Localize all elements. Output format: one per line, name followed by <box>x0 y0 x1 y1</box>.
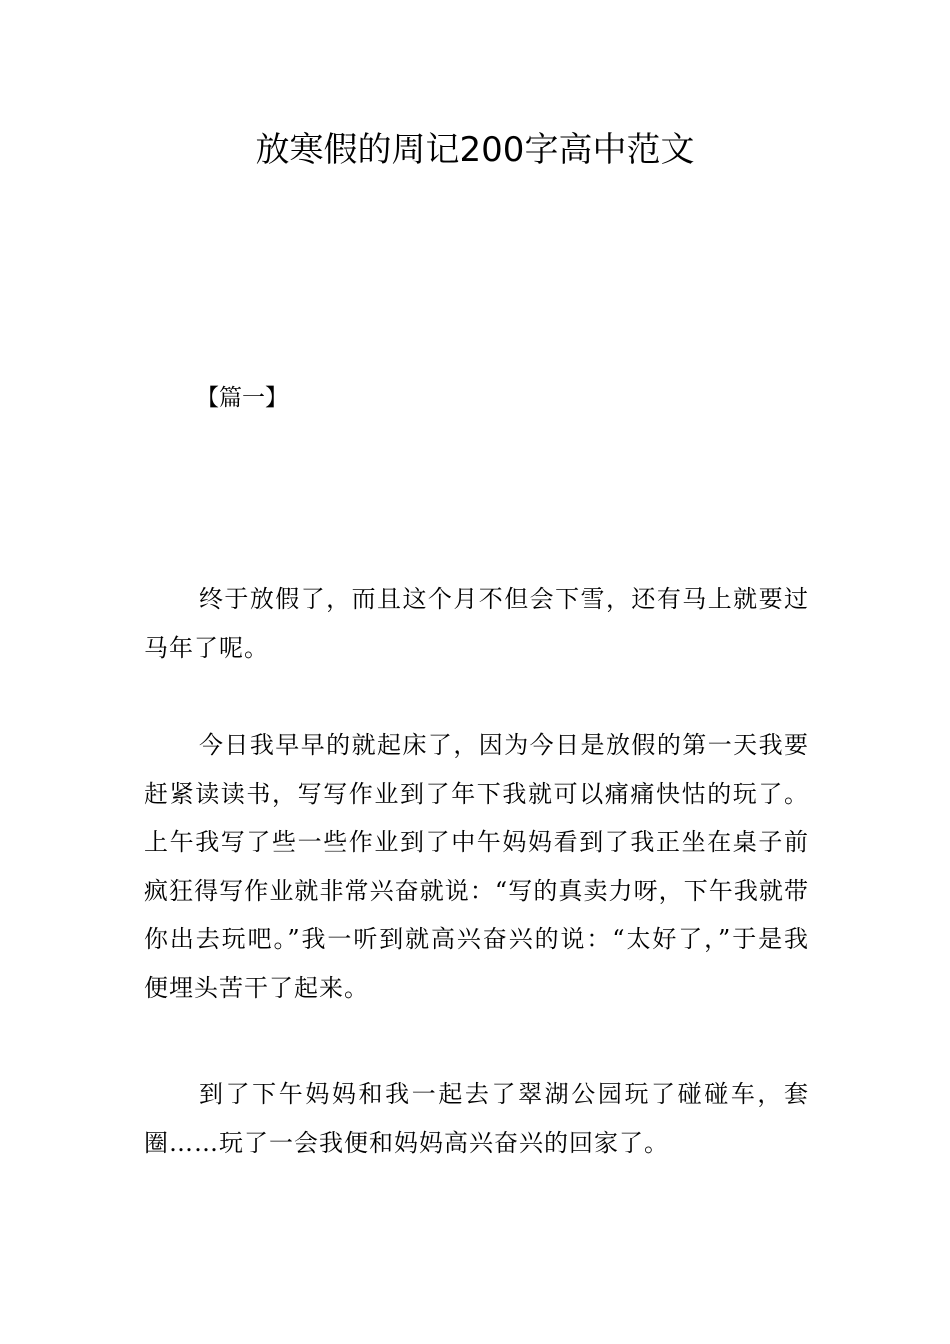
paragraph-3: 到了下午妈妈和我一起去了翠湖公园玩了碰碰车，套圈……玩了一会我便和妈妈高兴奋兴的回家了。 <box>144 1080 809 1157</box>
section-label: 【篇一】 <box>196 385 288 411</box>
paragraph-2: 今日我早早的就起床了，因为今日是放假的第一天我要赶紧读读书，写写作业到了年下我就可以痛痛快怙的玩了。上午我写了些一些作业到了中午妈妈看到了我正坐在桌子前疯狂得写作业就非常兴奋就说：“写的真卖力呀，下午我就带你出去玩吧。”我一听到就高兴奋兴的说：“太好了，”于是我便埋头苦干了起来。 <box>144 731 809 1002</box>
paragraph-1: 终于放假了，而且这个月不但会下雪，还有马上就要过马年了呢。 <box>144 585 809 662</box>
document-title: 放寒假的周记200字高中范文 <box>255 130 695 170</box>
